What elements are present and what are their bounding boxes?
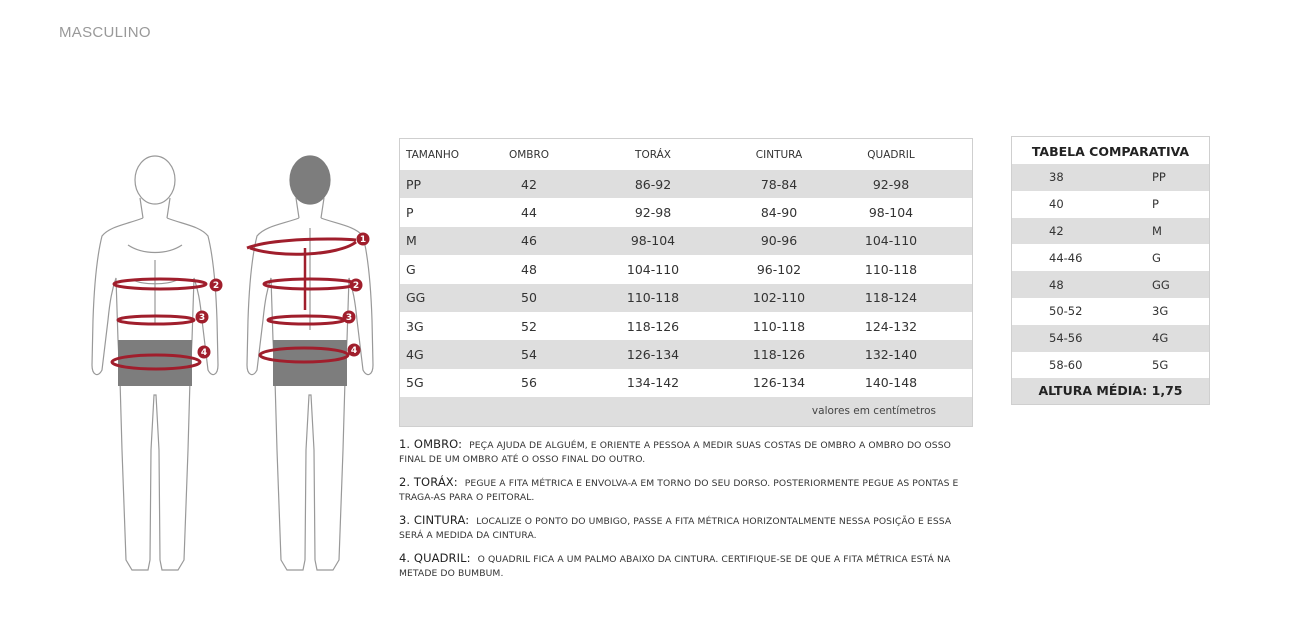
comparison-row [1012,325,1209,352]
marker-3-front-label: 3 [198,313,206,323]
comparison-number: 54-56 [1049,331,1083,346]
comparison-footer: ALTURA MÉDIA: 1,75 [1012,378,1209,404]
comparison-row [1012,164,1209,191]
cell-quadril: 118-124 [810,284,972,312]
cell-cintura: 84-90 [760,205,798,221]
cell-quadril: 98-104 [868,205,914,221]
comparison-row [1012,298,1209,325]
table-row [400,255,972,283]
page-title: MASCULINO [59,24,151,41]
measurement-instructions [399,437,974,589]
cell-ombro: 42 [500,170,558,198]
cell-size: M [400,227,500,255]
header-cintura: CINTURA [755,148,803,161]
comparison-size: G [1152,250,1161,265]
cell-cintura: 102-110 [748,284,810,312]
cell-torax: 104-110 [626,261,680,277]
cell-size: GG [400,284,500,312]
cell-torax: 118-126 [626,318,680,334]
table-row [400,284,972,312]
comparison-row [1012,244,1209,271]
table-row [400,227,972,255]
comparison-row [1012,271,1209,298]
table-row [400,170,972,198]
cell-cintura: 126-134 [752,375,806,391]
comparison-table [1011,136,1210,405]
instruction-ombro [399,437,974,467]
front-shorts [118,340,192,386]
cell-size: 5G [406,375,424,391]
cell-torax: 98-104 [558,227,748,255]
instruction-text: PEÇA AJUDA DE ALGUÉM, E ORIENTE A PESSOA A MEDIR SUAS COSTAS DE OMBRO A OMBRO DO OSSO FINAL DE UM OMBRO ATÉ O OSSO FINAL DO OUTRO. [399,440,952,465]
cell-ombro: 50 [500,284,558,312]
comparison-number: 42 [1049,223,1064,238]
comparison-number: 48 [1049,277,1064,292]
body-measurement-figures [88,150,388,580]
comparison-size: 4G [1152,331,1169,346]
cell-ombro: 44 [521,205,537,221]
marker-4-front-label: 4 [200,348,208,358]
cell-torax: 126-134 [558,340,748,368]
cell-ombro: 54 [500,340,558,368]
marker-3-back-label: 3 [345,313,353,323]
cell-quadril: 104-110 [810,227,972,255]
cell-quadril: 132-140 [810,340,972,368]
cell-cintura: 90-96 [748,227,810,255]
comparison-row [1012,191,1209,218]
comparison-number: 50-52 [1049,304,1083,319]
cell-cintura: 110-118 [752,318,806,334]
comparison-number: 40 [1049,197,1064,212]
comparison-size: GG [1152,277,1170,292]
comparison-row [1012,352,1209,379]
comparison-size: 3G [1152,304,1169,319]
cell-size: 3G [406,318,424,334]
cell-ombro: 52 [521,318,537,334]
measurement-markers [196,233,370,359]
cell-cintura: 96-102 [756,261,802,277]
cell-ombro: 48 [521,261,537,277]
cell-ombro: 46 [500,227,558,255]
header-quadril: QUADRIL [867,148,915,161]
cell-quadril: 92-98 [810,170,972,198]
instruction-quadril [399,551,974,581]
comparison-title: TABELA COMPARATIVA [1012,137,1209,164]
marker-2-back-label: 2 [352,281,360,291]
instruction-text: PEGUE A FITA MÉTRICA E ENVOLVA-A EM TORNO DO SEU DORSO. POSTERIORMENTE PEGUE AS PONTAS E TRAGA-AS PARA O PEITORAL. [399,478,959,503]
comparison-row [1012,218,1209,245]
size-table-header [400,139,972,170]
cell-torax: 110-118 [558,284,748,312]
cell-size: P [406,205,414,221]
cell-size: 4G [400,340,500,368]
header-tamanho: TAMANHO [406,148,460,161]
header-torax: TORÁX [635,148,671,161]
table-row [400,340,972,368]
comparison-size: 5G [1152,357,1169,372]
comparison-number: 58-60 [1049,357,1083,372]
instruction-label: 3. CINTURA: [399,513,470,527]
instruction-cintura [399,513,974,543]
figures-illustration [88,150,388,580]
comparison-size: PP [1152,170,1166,185]
marker-2-front-label: 2 [212,281,220,291]
cell-torax: 92-98 [634,205,672,221]
table-row [400,369,972,397]
table-note: valores em centímetros [400,397,972,426]
comparison-size: M [1152,223,1162,238]
instruction-torax [399,475,974,505]
cell-ombro: 56 [521,375,537,391]
cell-size: PP [400,170,500,198]
comparison-number: 44-46 [1049,250,1083,265]
instruction-label: 1. OMBRO: [399,437,463,451]
comparison-size: P [1152,197,1159,212]
instruction-label: 2. TORÁX: [399,475,458,489]
size-table [399,138,973,427]
instruction-text: LOCALIZE O PONTO DO UMBIGO, PASSE A FITA MÉTRICA HORIZONTALMENTE NESSA POSIÇÃO E ESSA SERÁ A MEDIDA DA CINTURA. [399,516,952,541]
cell-torax: 134-142 [626,375,680,391]
table-row [400,198,972,226]
cell-quadril: 140-148 [864,375,918,391]
cell-torax: 86-92 [558,170,748,198]
header-ombro: OMBRO [508,148,550,161]
cell-size: G [406,261,416,277]
table-row [400,312,972,340]
marker-4-back-label: 4 [350,346,358,356]
comparison-number: 38 [1049,170,1064,185]
cell-cintura: 118-126 [748,340,810,368]
cell-quadril: 124-132 [864,318,918,334]
instruction-text: O QUADRIL FICA A UM PALMO ABAIXO DA CINTURA. CERTIFIQUE-SE DE QUE A FITA MÉTRICA ESTÁ NA METADE DO BUMBUM. [399,554,951,579]
cell-cintura: 78-84 [748,170,810,198]
cell-quadril: 110-118 [864,261,918,277]
marker-1-back-label: 1 [359,235,367,245]
instruction-label: 4. QUADRIL: [399,551,471,565]
